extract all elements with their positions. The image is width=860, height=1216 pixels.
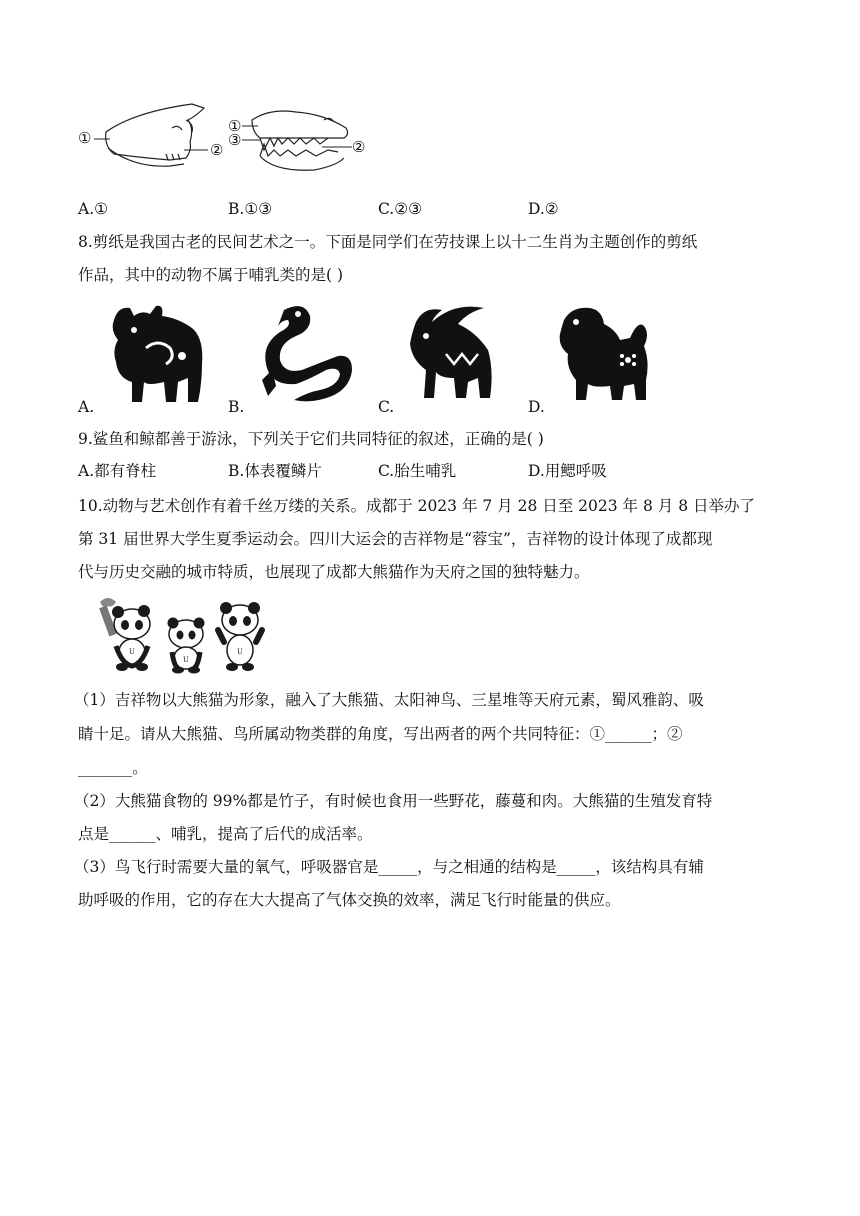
panda-3: [218, 602, 262, 671]
q10-sub1-line3: _______。: [78, 759, 148, 777]
herbivore-skull: [106, 104, 204, 166]
q8-option-b[interactable]: B.: [228, 398, 245, 416]
q10-sub3-line1: （3）鸟飞行时需要大量的氧气，呼吸器官是_____，与之相通的结构是_____，该结构具有辅: [74, 858, 704, 876]
q9-option-b[interactable]: B.体表覆鳞片: [228, 462, 322, 480]
q8-option-d[interactable]: D.: [528, 398, 545, 416]
label-left-2: ②: [210, 141, 224, 159]
panda-1: [112, 605, 150, 671]
q10-stem-line2: 第 31 届世界大学生夏季运动会。四川大运会的吉祥物是“蓉宝”，吉祥物的设计体现了成都现: [78, 530, 713, 548]
skull-diagrams: [74, 98, 374, 188]
q10-sub1-line1: （1）吉祥物以大熊猫为形象，融入了大熊猫、太阳神鸟、三星堆等天府元素，蜀风雅韵、吸: [74, 691, 704, 709]
label-left-1: ①: [78, 129, 92, 147]
q7-option-c[interactable]: C.②③: [378, 200, 423, 218]
q10-stem-line3: 代与历史交融的城市特质，也展现了成都大熊猫作为天府之国的独特魅力。: [78, 563, 590, 581]
torch-icon: [99, 598, 117, 636]
q8-stem-line1: 8.剪纸是我国古老的民间艺术之一。下面是同学们在劳技课上以十二生肖为主题创作的剪纸: [78, 233, 698, 251]
snake-papercut: [254, 300, 358, 410]
mascot-badge-1: U: [183, 656, 189, 664]
q10-sub1-line2: 睛十足。请从大熊猫、鸟所属动物类群的角度，写出两者的两个共同特征：①______；②: [78, 725, 683, 743]
label-right-1: ①: [228, 117, 242, 135]
ox-papercut: [104, 298, 208, 408]
q7-option-b[interactable]: B.①③: [228, 200, 273, 218]
mascot-badge-3: U: [129, 648, 135, 656]
q9-option-a[interactable]: A.都有脊柱: [78, 462, 157, 480]
label-right-3: ③: [228, 131, 242, 149]
q8-option-a[interactable]: A.: [78, 398, 95, 416]
q10-sub2-line2: 点是______、哺乳，提高了后代的成活率。: [78, 825, 373, 843]
mascot-badge-2: U: [237, 648, 243, 656]
dog-papercut: [554, 300, 658, 410]
q10-sub2-line1: （2）大熊猫食物的 99%都是竹子，有时候也食用一些野花，藤蔓和肉。大熊猫的生殖发育特: [74, 792, 713, 810]
carnivore-skull: [252, 111, 348, 170]
q7-option-d[interactable]: D.②: [528, 200, 559, 218]
q9-option-c[interactable]: C.胎生哺乳: [378, 462, 457, 480]
q7-option-a[interactable]: A.①: [78, 200, 109, 218]
q10-sub3-line2: 助呼吸的作用，它的存在大大提高了气体交换的效率，满足飞行时能量的供应。: [78, 891, 621, 909]
q8-option-c[interactable]: C.: [378, 398, 395, 416]
q8-stem-line2: 作品，其中的动物不属于哺乳类的是( ): [78, 266, 344, 284]
rongbao-mascot-image: [82, 594, 272, 674]
q9-stem: 9.鲨鱼和鲸都善于游泳，下列关于它们共同特征的叙述，正确的是( ): [78, 430, 544, 448]
label-right-2: ②: [352, 138, 366, 156]
panda-2: [168, 618, 205, 674]
q9-option-d[interactable]: D.用鳃呼吸: [528, 462, 607, 480]
goat-papercut: [402, 298, 506, 408]
q10-stem-line1: 10.动物与艺术创作有着千丝万缕的关系。成都于 2023 年 7 月 28 日至 2023 年 8 月 8 日举办了: [78, 497, 755, 515]
